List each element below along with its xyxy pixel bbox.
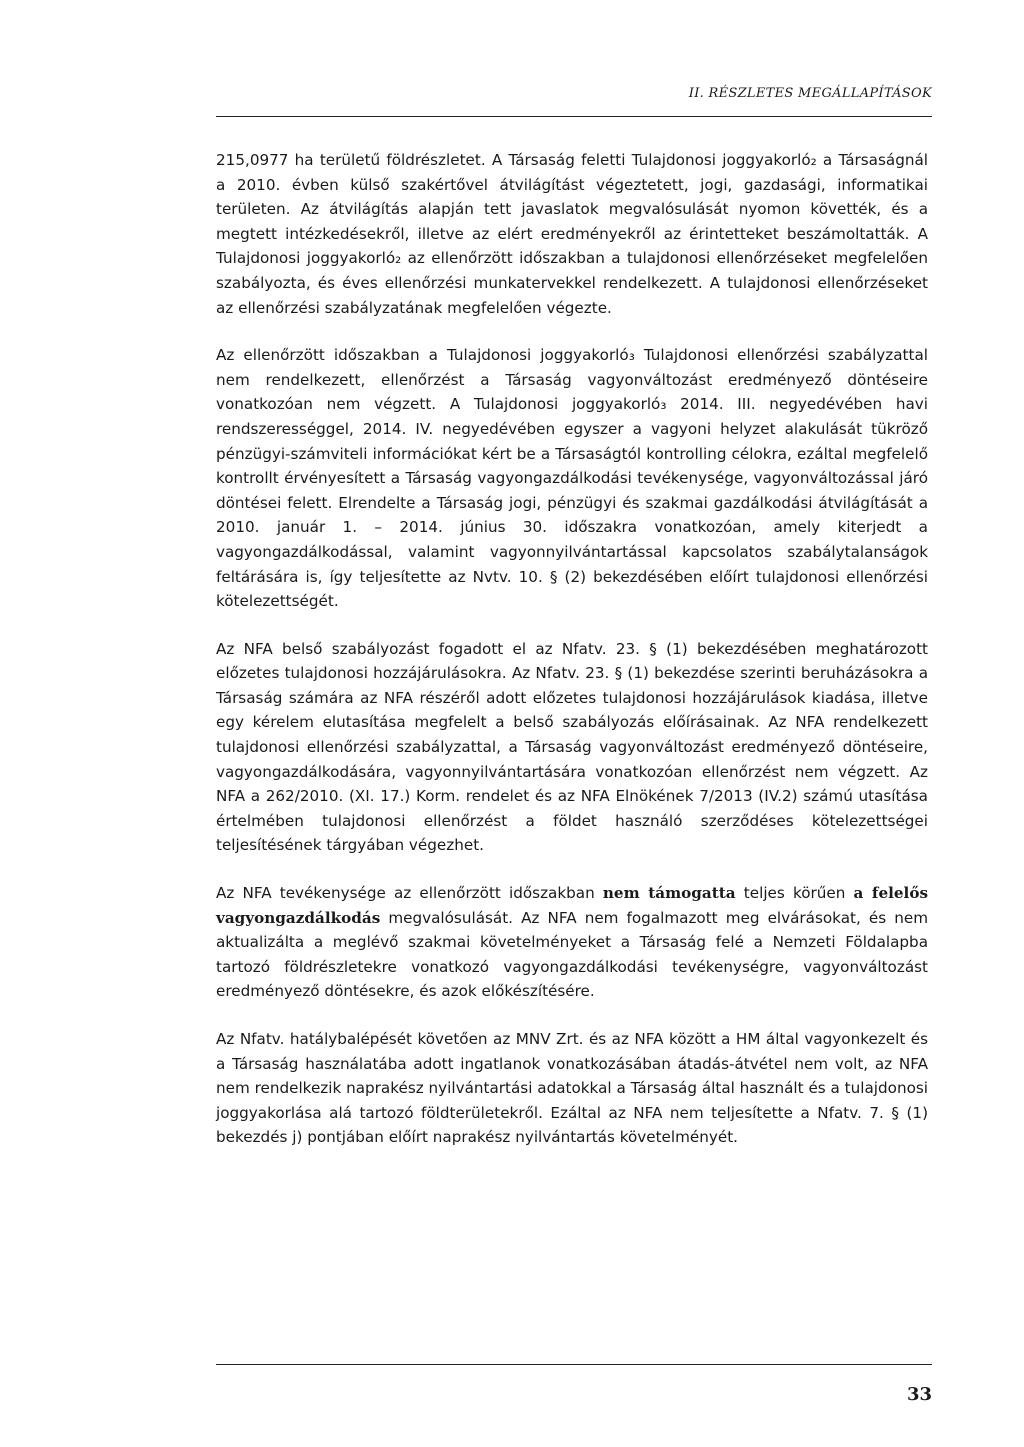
paragraph-4-bold-phrase-2: a felelős vagyongazdálkodás xyxy=(216,884,929,927)
paragraph-2: Az ellenőrzött időszakban a Tulajdonosi joggyakorló₃ Tulajdonosi ellenőrzési szabályzattal nem rendelkezett, ellenőrzést a Társaság vagyonváltozást eredményező döntéseire vonatkozóan nem végzett. A Tulajdonosi joggyakorló₃ 2014. III. negyedévében havi rendszerességgel, 2014. IV. negyedévében egyszer a vagyoni helyzet alakulását tükröző pénzügyi-számviteli információkat kért be a Társaságtól kontrolling célokra, ezáltal megfelelő kontrollt érvényesített a Társaság vagyongazdálkodási tevékenysége, vagyonváltozással járó döntései felett. Elrendelte a Társaság jogi, pénzügyi és szakmai gazdálkodási átvilágítását a 2010. január 1. – 2014. június 30. időszakra vonatkozóan, amely kiterjedt a vagyongazdálkodással, valamint vagyonnyilvántartással kapcsolatos szabálytalanságok feltárására is, így teljesítette az Nvtv. 10. § (2) bekezdésében előírt tulajdonosi ellenőrzési kötelezettségét. xyxy=(216,346,928,611)
page-header xyxy=(216,72,932,122)
paragraph-4-text-middle: teljes körűen xyxy=(735,884,854,903)
paragraph-4-text-end: megvalósulását. Az NFA nem fogalmazott meg elvárásokat, és nem aktualizálta a meglévő szakmai követelményeket a Társaság felé a Nemzeti Földalapba tartozó földrészletekre vonatkozó vagyongazdálkodási tevékenységre, vagyonváltozást eredményező döntésekre, és azok előkészítésére. xyxy=(216,908,928,1001)
page-number: 33 xyxy=(906,1384,932,1405)
header-rule xyxy=(216,116,932,117)
paragraph-5: Az Nfatv. hatálybalépését követően az MNV Zrt. és az NFA között a HM által vagyonkezelt és a Társaság használatába adott ingatlanok vonatkozásában átadás-átvétel nem volt, az NFA nem rendelkezik naprakész nyilvántartási adatokkal a Társaság által használt és a tulajdonosi joggyakorlása alá tartozó földterületekről. Ezáltal az NFA nem teljesítette a Nfatv. 7. § (1) bekezdés j) pontjában előírt naprakész nyilvántartás követelményét. xyxy=(216,1030,928,1147)
paragraph-4-text-start: Az NFA tevékenysége az ellenőrzött időszakban xyxy=(216,884,603,903)
main-content xyxy=(216,148,928,1150)
running-header-title: II. RÉSZLETES MEGÁLLAPÍTÁSOK xyxy=(688,86,932,101)
footer-rule xyxy=(216,1364,932,1365)
paragraph-4 xyxy=(216,881,928,1004)
paragraph-3: Az NFA belső szabályozást fogadott el az Nfatv. 23. § (1) bekezdésében meghatározott előzetes tulajdonosi hozzájárulásokra. Az Nfatv. 23. § (1) bekezdése szerinti beruházásokra a Társaság számára az NFA részéről adott előzetes tulajdonosi hozzájárulások kiadása, illetve egy kérelem elutasítása megfelelt a belső szabályozás előírásainak. Az NFA rendelkezett tulajdonosi ellenőrzési szabályzattal, a Társaság vagyonváltozást eredményező döntéseire, vagyongazdálkodására, vagyonnyilvántartására vonatkozóan ellenőrzést nem végzett. Az NFA a 262/2010. (XI. 17.) Korm. rendelet és az NFA Elnökének 7/2013 (IV.2) számú utasítása értelmében tulajdonosi ellenőrzést a földet használó szerződéses kötelezettségei teljesítésének tárgyában végezhet. xyxy=(216,639,928,855)
paragraph-4-bold-phrase-1: nem támogatta xyxy=(602,884,736,903)
paragraph-1: 215,0977 ha területű földrészletet. A Társaság feletti Tulajdonosi joggyakorló₂ a Társaságnál a 2010. évben külső szakértővel átvilágítást végeztetett, jogi, gazdasági, informatikai területen. Az átvilágítás alapján tett javaslatok megvalósulását nyomon követték, és a megtett intézkedésekről, illetve az elért eredményekről az érintetteket beszámoltatták. A Tulajdonosi joggyakorló₂ az ellenőrzött időszakban a tulajdonosi ellenőrzéseket megfelelően szabályozta, és éves ellenőrzési munkatervekkel rendelkezett. A tulajdonosi ellenőrzéseket az ellenőrzési szabályzatának megfelelően végezte. xyxy=(216,151,928,317)
